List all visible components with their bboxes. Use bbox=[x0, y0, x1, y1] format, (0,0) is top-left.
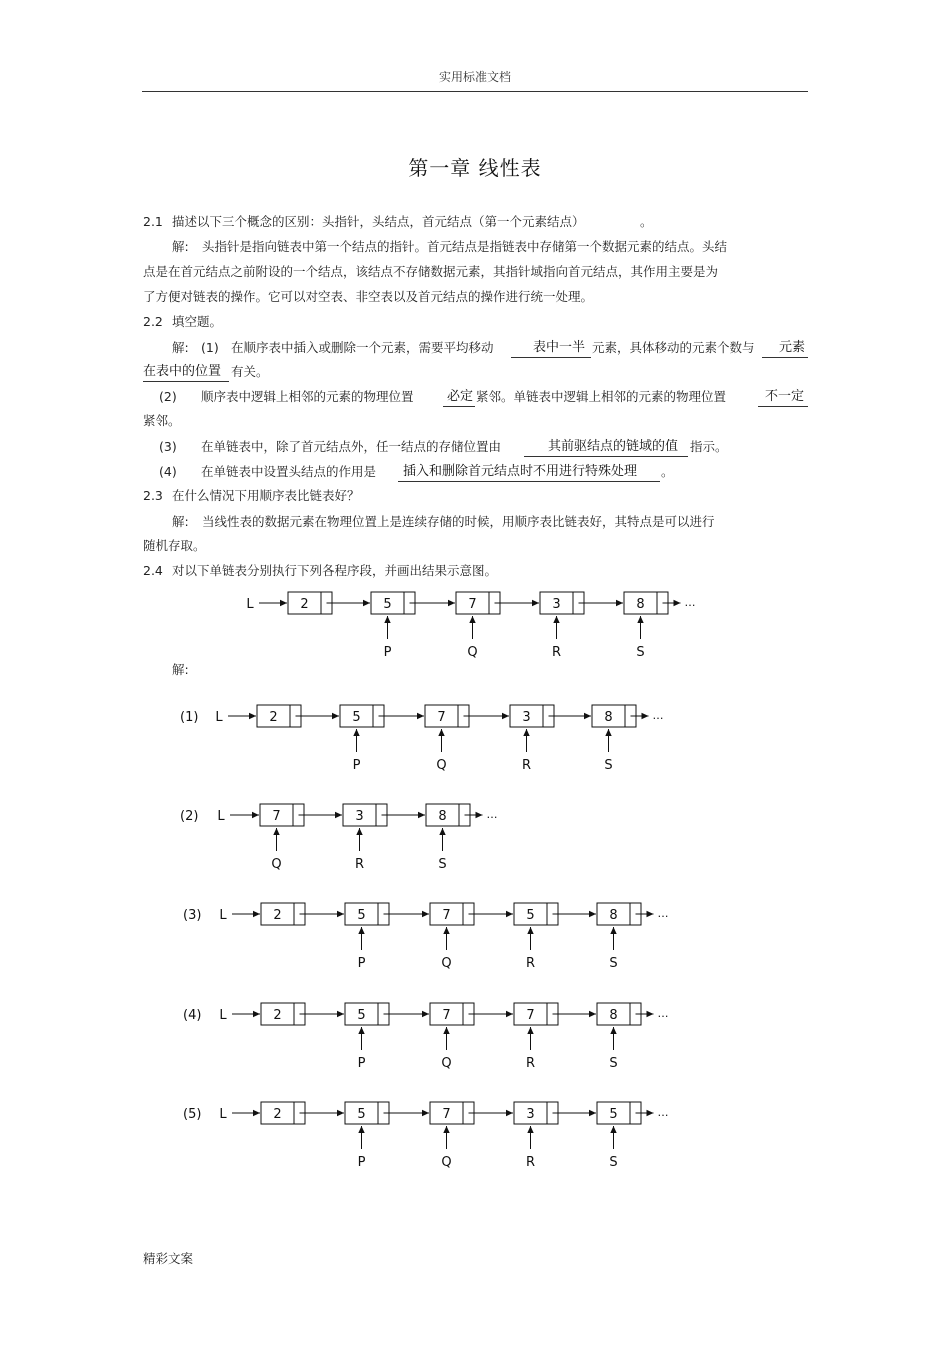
diagram0-node-3-box bbox=[540, 592, 584, 614]
diagram0-node-4-box bbox=[624, 592, 668, 614]
diagram0-node-2-box bbox=[456, 592, 500, 614]
diagram3-node-3-value: 5 bbox=[526, 908, 535, 923]
diagram0-pointer-P-label: P bbox=[383, 645, 392, 660]
diagram3-node-1-value: 5 bbox=[357, 908, 366, 923]
q2-item2-text-a: 顺序表中逻辑上相邻的元素的物理位置 bbox=[201, 389, 414, 404]
diagram5-label: (5) bbox=[183, 1107, 202, 1122]
diagram5-pointer-R-label: R bbox=[525, 1155, 536, 1170]
q2-item4-text-b: 。 bbox=[661, 464, 674, 479]
diagram3-head-L: L bbox=[219, 908, 227, 923]
diagram0-node-0-box bbox=[288, 592, 332, 614]
q2-item3-text-b: 指示。 bbox=[690, 439, 728, 454]
q2-item2-blank2: 不一定 bbox=[765, 389, 805, 404]
q3-answer-label: 解: bbox=[172, 514, 189, 529]
diagram3-node-0-box bbox=[261, 903, 305, 925]
diagram5-node-3-value: 3 bbox=[526, 1107, 535, 1122]
diagram4-node-0-value: 2 bbox=[273, 1008, 282, 1023]
diagram3-node-0-value: 2 bbox=[273, 908, 282, 923]
diagram3-tail-ellipsis: … bbox=[657, 907, 669, 920]
q2-item2-text-c: 紧邻。 bbox=[143, 413, 181, 428]
diagram1-node-4-value: 8 bbox=[604, 710, 613, 725]
diagram3-pointer-R-label: R bbox=[525, 956, 536, 971]
diagram0-node-1-value: 5 bbox=[383, 597, 392, 612]
q4-number: 2.4 bbox=[143, 563, 163, 578]
diagram3-node-1-box bbox=[345, 903, 389, 925]
q2-number: 2.2 bbox=[143, 314, 163, 329]
diagram2-tail-ellipsis: … bbox=[486, 808, 498, 821]
diagram5-tail-ellipsis: … bbox=[657, 1106, 669, 1119]
diagram3-node-2-value: 7 bbox=[442, 908, 451, 923]
q1-number: 2.1 bbox=[143, 214, 163, 229]
diagram0-node-4-value: 8 bbox=[636, 597, 645, 612]
q2-item1-blank2-part1: 元素 bbox=[779, 340, 806, 355]
diagram5-node-3-box bbox=[514, 1102, 558, 1124]
diagram5-pointer-Q-label: Q bbox=[441, 1155, 452, 1170]
diagram1-label: (1) bbox=[180, 710, 199, 725]
diagram5-pointer-P-label: P bbox=[357, 1155, 366, 1170]
q2-item1-text-a: 在顺序表中插入或删除一个元素，需要平均移动 bbox=[231, 340, 494, 355]
q2-item3-number: (3) bbox=[159, 439, 177, 454]
q2-text: 填空题。 bbox=[172, 314, 223, 329]
q2-item1-number: (1) bbox=[201, 340, 219, 355]
chapter-title: 第一章 线性表 bbox=[408, 156, 542, 180]
diagram4-node-0-box bbox=[261, 1003, 305, 1025]
diagram3-node-4-box bbox=[597, 903, 641, 925]
page-footer: 精彩文案 bbox=[143, 1251, 194, 1266]
q3-text: 在什么情况下用顺序表比链表好？ bbox=[172, 488, 360, 503]
q1-answer-label: 解: bbox=[172, 239, 189, 254]
diagram4-node-1-box bbox=[345, 1003, 389, 1025]
diagram0-head-L: L bbox=[246, 597, 254, 612]
diagram3-pointer-S-label: S bbox=[609, 956, 618, 971]
diagram1-node-2-box bbox=[425, 705, 469, 727]
diagram4-node-3-box bbox=[514, 1003, 558, 1025]
diagram2-node-1-value: 3 bbox=[355, 809, 364, 824]
diagram3-node-4-value: 8 bbox=[609, 908, 618, 923]
diagram1-node-4-box bbox=[592, 705, 636, 727]
diagram1-node-0-value: 2 bbox=[269, 710, 278, 725]
diagram5-node-0-box bbox=[261, 1102, 305, 1124]
diagram1-node-1-value: 5 bbox=[352, 710, 361, 725]
q2-item2-blank1: 必定 bbox=[447, 389, 474, 404]
diagram4-pointer-R-label: R bbox=[525, 1056, 536, 1071]
q4-answer-label: 解: bbox=[172, 662, 189, 677]
diagram1-node-2-value: 7 bbox=[437, 710, 446, 725]
diagram1-node-3-box bbox=[510, 705, 554, 727]
diagram4-pointer-P-label: P bbox=[357, 1056, 366, 1071]
diagram2-node-0-box bbox=[260, 804, 304, 826]
diagram1-head-L: L bbox=[215, 710, 223, 725]
q2-item4-text-a: 在单链表中设置头结点的作用是 bbox=[201, 464, 377, 479]
diagram1-node-0-box bbox=[257, 705, 301, 727]
diagram2-head-L: L bbox=[217, 809, 225, 824]
q2-item1-blank1: 表中一半 bbox=[533, 340, 586, 355]
diagram0-node-1-box bbox=[371, 592, 415, 614]
diagram1-pointer-R-label: R bbox=[521, 758, 532, 773]
diagram2-node-2-box bbox=[426, 804, 470, 826]
q2-item1-text-b: 元素，具体移动的元素个数与 bbox=[592, 340, 755, 355]
diagram4-pointer-S-label: S bbox=[609, 1056, 618, 1071]
diagram2-node-0-value: 7 bbox=[272, 809, 281, 824]
q2-item4-number: (4) bbox=[159, 464, 177, 479]
diagram0-pointer-R-label: R bbox=[551, 645, 562, 660]
diagram2-pointer-Q-label: Q bbox=[271, 857, 282, 872]
q1-answer-line1: 头指针是指向链表中第一个结点的指针。首元结点是指链表中存储第一个数据元素的结点。头结 bbox=[202, 239, 728, 254]
diagram3-node-3-box bbox=[514, 903, 558, 925]
q2-item3-text-a: 在单链表中，除了首元结点外，任一结点的存储位置由 bbox=[201, 439, 502, 454]
diagram1-node-1-box bbox=[340, 705, 384, 727]
diagram5-node-1-box bbox=[345, 1102, 389, 1124]
diagram4-label: (4) bbox=[183, 1008, 202, 1023]
diagram0-pointer-S-label: S bbox=[636, 645, 645, 660]
diagram0-node-2-value: 7 bbox=[468, 597, 477, 612]
diagram3-pointer-P-label: P bbox=[357, 956, 366, 971]
diagram2-pointer-R-label: R bbox=[354, 857, 365, 872]
q1-period: 。 bbox=[640, 214, 653, 229]
diagram1-pointer-Q-label: Q bbox=[436, 758, 447, 773]
q1-text: 描述以下三个概念的区别：头指针，头结点，首元结点（第一个元素结点） bbox=[172, 214, 585, 229]
diagram5-node-2-box bbox=[430, 1102, 474, 1124]
q3-answer-line1: 当线性表的数据元素在物理位置上是连续存储的时候，用顺序表比链表好，其特点是可以进行 bbox=[202, 514, 715, 529]
q2-answer-label: 解: bbox=[172, 340, 189, 355]
diagram1-pointer-P-label: P bbox=[352, 758, 361, 773]
q2-item4-blank: 插入和删除首元结点时不用进行特殊处理 bbox=[403, 464, 638, 479]
page-header: 实用标准文档 bbox=[438, 70, 511, 84]
diagram2-label: (2) bbox=[180, 809, 199, 824]
diagram2-node-2-value: 8 bbox=[438, 809, 447, 824]
diagram1-pointer-S-label: S bbox=[604, 758, 613, 773]
q1-answer-line2: 点是在首元结点之前附设的一个结点，该结点不存储数据元素，其指针域指向首元结点，其作用主要是为 bbox=[143, 264, 719, 279]
q2-item3-blank: 其前驱结点的链域的值 bbox=[548, 439, 679, 454]
diagram4-node-4-value: 8 bbox=[609, 1008, 618, 1023]
diagram5-node-2-value: 7 bbox=[442, 1107, 451, 1122]
diagram5-node-4-value: 5 bbox=[609, 1107, 618, 1122]
diagram1-tail-ellipsis: … bbox=[652, 709, 664, 722]
q3-answer-line2: 随机存取。 bbox=[143, 538, 206, 553]
diagram3-pointer-Q-label: Q bbox=[441, 956, 452, 971]
diagram4-node-2-box bbox=[430, 1003, 474, 1025]
diagram2-node-1-box bbox=[343, 804, 387, 826]
diagram4-head-L: L bbox=[219, 1008, 227, 1023]
diagram3-label: (3) bbox=[183, 908, 202, 923]
diagram4-node-4-box bbox=[597, 1003, 641, 1025]
diagram1-node-3-value: 3 bbox=[522, 710, 531, 725]
diagram5-pointer-S-label: S bbox=[609, 1155, 618, 1170]
diagram5-node-1-value: 5 bbox=[357, 1107, 366, 1122]
q2-item1-blank2-part2: 在表中的位置 bbox=[143, 364, 222, 379]
diagram4-node-1-value: 5 bbox=[357, 1008, 366, 1023]
diagram4-pointer-Q-label: Q bbox=[441, 1056, 452, 1071]
diagram5-head-L: L bbox=[219, 1107, 227, 1122]
diagram4-node-2-value: 7 bbox=[442, 1008, 451, 1023]
q2-item2-text-b: 紧邻。单链表中逻辑上相邻的元素的物理位置 bbox=[476, 389, 727, 404]
q3-number: 2.3 bbox=[143, 488, 163, 503]
diagram4-node-3-value: 7 bbox=[526, 1008, 535, 1023]
q1-answer-line3: 了方便对链表的操作。它可以对空表、非空表以及首元结点的操作进行统一处理。 bbox=[143, 289, 594, 304]
diagram3-node-2-box bbox=[430, 903, 474, 925]
q2-item2-number: (2) bbox=[159, 389, 177, 404]
q4-text: 对以下单链表分别执行下列各程序段，并画出结果示意图。 bbox=[172, 563, 498, 578]
diagram2-pointer-S-label: S bbox=[438, 857, 447, 872]
diagram5-node-0-value: 2 bbox=[273, 1107, 282, 1122]
diagram0-node-3-value: 3 bbox=[552, 597, 561, 612]
diagram4-tail-ellipsis: … bbox=[657, 1007, 669, 1020]
diagram0-pointer-Q-label: Q bbox=[467, 645, 478, 660]
diagram5-node-4-box bbox=[597, 1102, 641, 1124]
q2-item1-text-c: 有关。 bbox=[231, 364, 269, 379]
diagram0-tail-ellipsis: … bbox=[684, 596, 696, 609]
diagram0-node-0-value: 2 bbox=[300, 597, 309, 612]
